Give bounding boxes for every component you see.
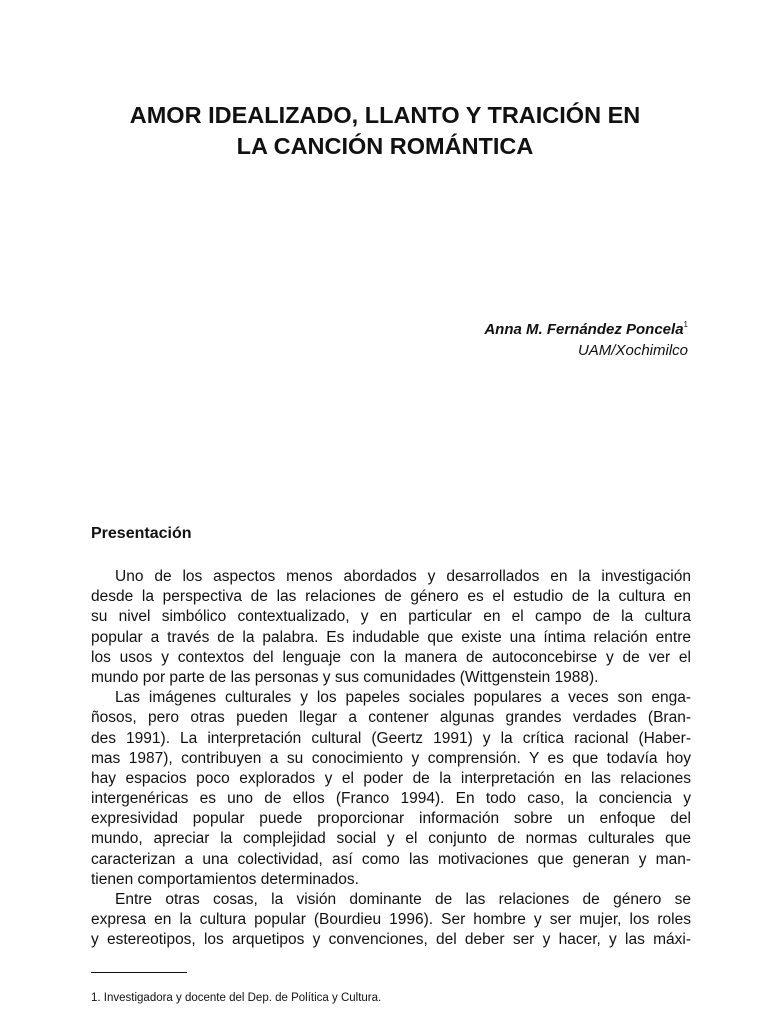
title-line-2: LA CANCIÓN ROMÁNTICA xyxy=(236,133,534,159)
footnote: 1. Investigadora y docente del Dep. de Política y Cultura. xyxy=(91,992,382,1004)
text-line: mundo, apreciar la complejidad social y el conjunto de normas culturales que xyxy=(91,830,691,848)
text-line: y estereotipos, los arquetipos y convenciones, del deber ser y hacer, y las máxi- xyxy=(91,931,691,949)
text-line: desde la perspectiva de las relaciones de género es el estudio de la cultura en xyxy=(91,588,691,606)
author-name: Anna M. Fernández Poncela xyxy=(484,321,684,338)
text-line: mas 1987), contribuyen a su conocimiento y comprensión. Y es que todavía hoy xyxy=(91,749,691,767)
text-line: expresa en la cultura popular (Bourdieu 1996). Ser hombre y ser mujer, los roles xyxy=(91,911,691,929)
text-line: caracterizan a una colectividad, así como las motivaciones que generan y man- xyxy=(91,850,691,868)
text-line: los usos y contextos del lenguaje con la manera de autoconcebirse y de ver el xyxy=(91,648,691,666)
section-heading: Presentación xyxy=(91,525,192,542)
text-line: tienen comportamientos determinados. xyxy=(91,870,359,888)
text-line: Las imágenes culturales y los papeles sociales populares a veces son enga- xyxy=(115,689,691,707)
text-line: des 1991). La interpretación cultural (Geertz 1991) y la crítica racional (Haber- xyxy=(91,729,691,747)
author-block xyxy=(484,314,688,361)
text-line: su nivel simbólico contextualizado, y en particular en el campo de la cultura xyxy=(91,608,691,626)
footnote-marker: 1 xyxy=(683,320,688,329)
title-line-1: AMOR IDEALIZADO, LLANTO Y TRAICIÓN EN xyxy=(129,102,641,128)
text-line: popular a través de la palabra. Es indudable que existe una íntima relación entre xyxy=(91,628,691,646)
body-text xyxy=(91,567,691,951)
footnote-divider xyxy=(91,972,187,973)
author-affiliation: UAM/Xochimilco xyxy=(577,342,688,359)
text-line: Entre otras cosas, la visión dominante de las relaciones de género se xyxy=(115,891,691,908)
article-title xyxy=(60,100,710,162)
text-line: Uno de los aspectos menos abordados y desarrollados en la investigación xyxy=(115,568,691,585)
text-line: ñosos, pero otras pueden llegar a contener algunas grandes verdades (Bran- xyxy=(91,709,691,727)
text-line: mundo por parte de las personas y sus comunidades (Wittgenstein 1988). xyxy=(91,668,599,686)
text-line: intergenéricas es uno de ellos (Franco 1994). En todo caso, la conciencia y xyxy=(91,790,691,808)
text-line: hay espacios poco explorados y el poder de la interpretación en las relaciones xyxy=(91,769,691,787)
author-name-line xyxy=(484,314,688,340)
text-line: expresividad popular puede proporcionar información sobre un enfoque del xyxy=(91,810,691,828)
